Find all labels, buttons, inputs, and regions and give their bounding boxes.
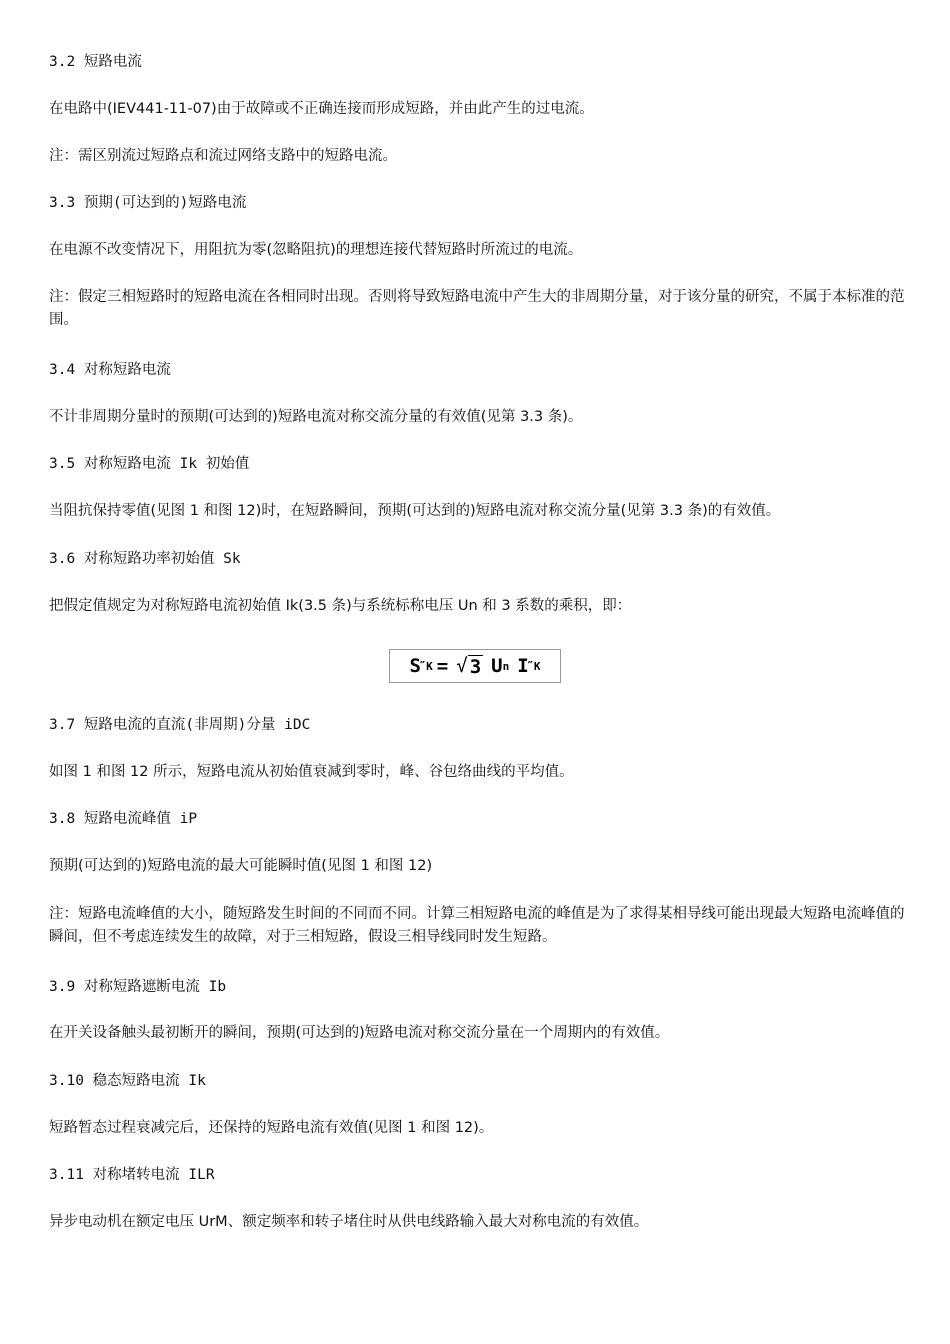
- paragraph-initial-current: 当阻抗保持零值(见图 1 和图 12)时，在短路瞬间，预期(可达到的)短路电流对称交流分量(见第 3.3 条)的有效值。: [49, 503, 781, 519]
- paragraph-locked-rotor-current: 异步电动机在额定电压 UrM、额定频率和转子堵住时从供电线路输入最大对称电流的有效值。: [49, 1214, 649, 1230]
- section-heading-3-10: 3.10 稳态短路电流 Ik: [49, 1073, 206, 1089]
- section-heading-3-11: 3.11 对称堵转电流 ILR: [49, 1167, 215, 1183]
- formula-equals: =: [436, 655, 449, 677]
- paragraph-initial-power: 把假定值规定为对称短路电流初始值 Ik(3.5 条)与系统标称电压 Un 和 3 系数的乘积，即：: [49, 598, 632, 614]
- formula-initial-power: [389, 649, 561, 683]
- paragraph-symmetrical-current: 不计非周期分量时的预期(可达到的)短路电流对称交流分量的有效值(见第 3.3 条)。: [49, 409, 583, 425]
- note-three-phase: 注：假定三相短路时的短路电流在各相同时出现。否则将导致短路电流中产生大的非周期分量，对于该分量的研究，不属于本标准的范围。: [49, 289, 905, 328]
- paragraph-short-circuit-current: 在电路中(IEV441-11-07)由于故障或不正确连接而形成短路，并由此产生的过电流。: [49, 101, 594, 117]
- formula-three: 3: [469, 655, 482, 678]
- formula-s-sup: ″: [418, 659, 427, 673]
- formula-s: S: [409, 655, 421, 677]
- section-heading-3-8: 3.8 短路电流峰值 iP: [49, 811, 198, 827]
- paragraph-prospective-current: 在电源不改变情况下，用阻抗为零(忽略阻抗)的理想连接代替短路时所流过的电流。: [49, 242, 583, 258]
- section-heading-3-5: 3.5 对称短路电流 Ik 初始值: [49, 456, 250, 472]
- section-heading-3-2: 3.2 短路电流: [49, 54, 142, 70]
- formula-u: U: [491, 655, 503, 677]
- formula-i: I: [517, 655, 529, 677]
- note-short-circuit-current: 注：需区别流过短路点和流过网络支路中的短路电流。: [49, 148, 397, 164]
- note-peak-current: 注：短路电流峰值的大小，随短路发生时间的不同而不同。计算三相短路电流的峰值是为了求得某相导线可能出现最大短路电流峰值的瞬间，但不考虑连续发生的故障，对于三相短路，假设三相导线同时发生短路。: [49, 906, 905, 945]
- formula-i-sub: K: [533, 659, 541, 673]
- section-heading-3-7: 3.7 短路电流的直流(非周期)分量 iDC: [49, 717, 311, 733]
- section-heading-3-4: 3.4 对称短路电流: [49, 362, 171, 378]
- formula-i-sup: ″: [526, 659, 534, 673]
- paragraph-peak-current: 预期(可达到的)短路电流的最大可能瞬时值(见图 1 和图 12): [49, 858, 433, 874]
- formula-s-sub: K: [426, 659, 433, 673]
- section-heading-3-3: 3.3 预期(可达到的)短路电流: [49, 195, 247, 211]
- paragraph-dc-component: 如图 1 和图 12 所示，短路电流从初始值衰减到零时，峰、谷包络曲线的平均值。: [49, 764, 574, 780]
- formula-u-sub: n: [502, 659, 510, 673]
- section-heading-3-9: 3.9 对称短路遮断电流 Ib: [49, 979, 227, 995]
- formula-sqrt: √: [456, 655, 468, 677]
- paragraph-steady-current: 短路暂态过程衰减完后，还保持的短路电流有效值(见图 1 和图 12)。: [49, 1120, 494, 1136]
- section-heading-3-6: 3.6 对称短路功率初始值 Sk: [49, 551, 241, 567]
- paragraph-breaking-current: 在开关设备触头最初断开的瞬间，预期(可达到的)短路电流对称交流分量在一个周期内的有效值。: [49, 1025, 670, 1041]
